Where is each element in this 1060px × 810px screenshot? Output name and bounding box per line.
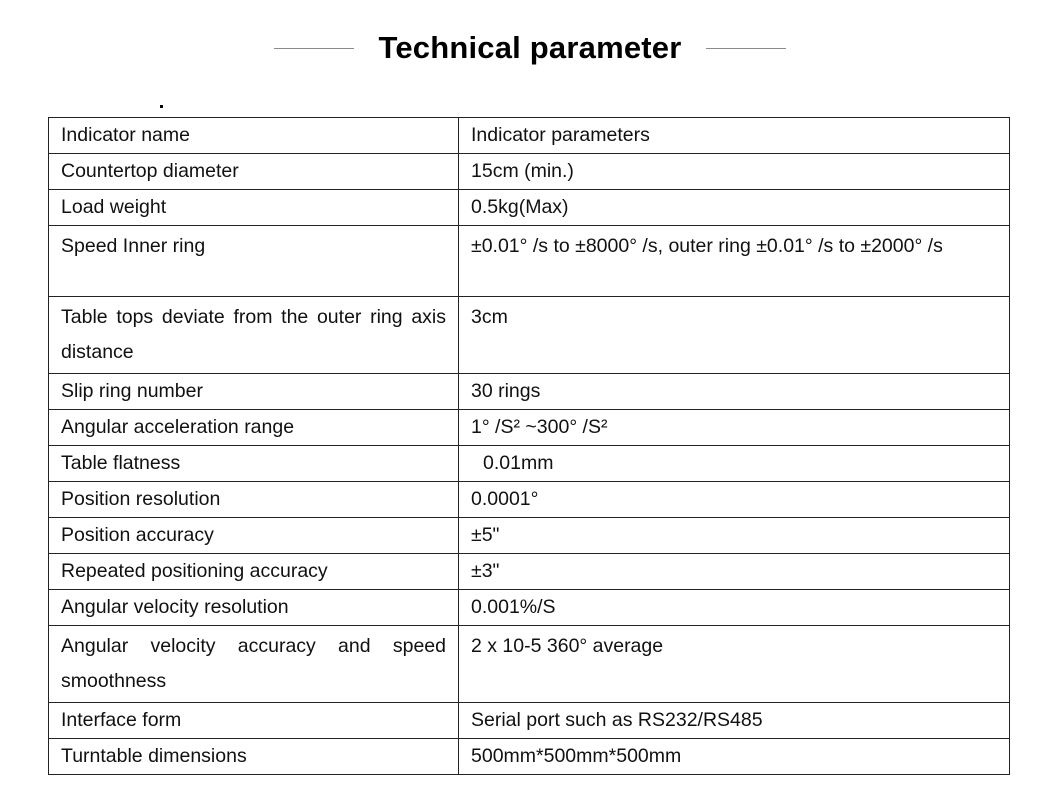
row-name: Slip ring number [49, 374, 459, 410]
row-name: Table tops deviate from the outer ring axis distance [49, 297, 459, 374]
table-row [49, 554, 1010, 590]
row-value: ±0.01° /s to ±8000° /s, outer ring ±0.01° /s to ±2000° /s [459, 226, 1010, 297]
table-row [49, 739, 1010, 775]
table-row [49, 190, 1010, 226]
row-value: 0.001%/S [459, 590, 1010, 626]
row-name: Position accuracy [49, 518, 459, 554]
row-name: Interface form [49, 703, 459, 739]
row-value: 30 rings [459, 374, 1010, 410]
row-value: 1° /S² ~300° /S² [459, 410, 1010, 446]
row-value: 0.0001° [459, 482, 1010, 518]
row-name: Angular velocity resolution [49, 590, 459, 626]
row-value: 500mm*500mm*500mm [459, 739, 1010, 775]
column-header-value: Indicator parameters [459, 118, 1010, 154]
row-value: 0.01mm [459, 446, 1010, 482]
page-title: Technical parameter [378, 30, 682, 65]
row-value: 0.5kg(Max) [459, 190, 1010, 226]
table-row [49, 626, 1010, 703]
table-row [49, 482, 1010, 518]
table-header-row [49, 118, 1010, 154]
parameter-table [48, 117, 1010, 775]
row-name: Speed Inner ring [49, 226, 459, 297]
title-rule-left [274, 48, 354, 49]
row-value: ±5" [459, 518, 1010, 554]
page-header [0, 26, 1060, 70]
row-name: Angular acceleration range [49, 410, 459, 446]
row-name: Repeated positioning accuracy [49, 554, 459, 590]
table-row [49, 374, 1010, 410]
row-name: Table flatness [49, 446, 459, 482]
title-rule-right [706, 48, 786, 49]
row-name: Turntable dimensions [49, 739, 459, 775]
column-header-name: Indicator name [49, 118, 459, 154]
row-value: 15cm (min.) [459, 154, 1010, 190]
table-row [49, 590, 1010, 626]
stray-dot [160, 105, 163, 108]
row-name: Angular velocity accuracy and speed smoothness [49, 626, 459, 703]
table-row [49, 518, 1010, 554]
table-row [49, 446, 1010, 482]
table-row [49, 226, 1010, 297]
table-row [49, 154, 1010, 190]
row-name: Load weight [49, 190, 459, 226]
row-name: Position resolution [49, 482, 459, 518]
table-row [49, 703, 1010, 739]
row-value: 3cm [459, 297, 1010, 374]
table-row [49, 297, 1010, 374]
row-value: 2 x 10-5 360° average [459, 626, 1010, 703]
row-name: Countertop diameter [49, 154, 459, 190]
row-value: Serial port such as RS232/RS485 [459, 703, 1010, 739]
row-value: ±3" [459, 554, 1010, 590]
table-row [49, 410, 1010, 446]
